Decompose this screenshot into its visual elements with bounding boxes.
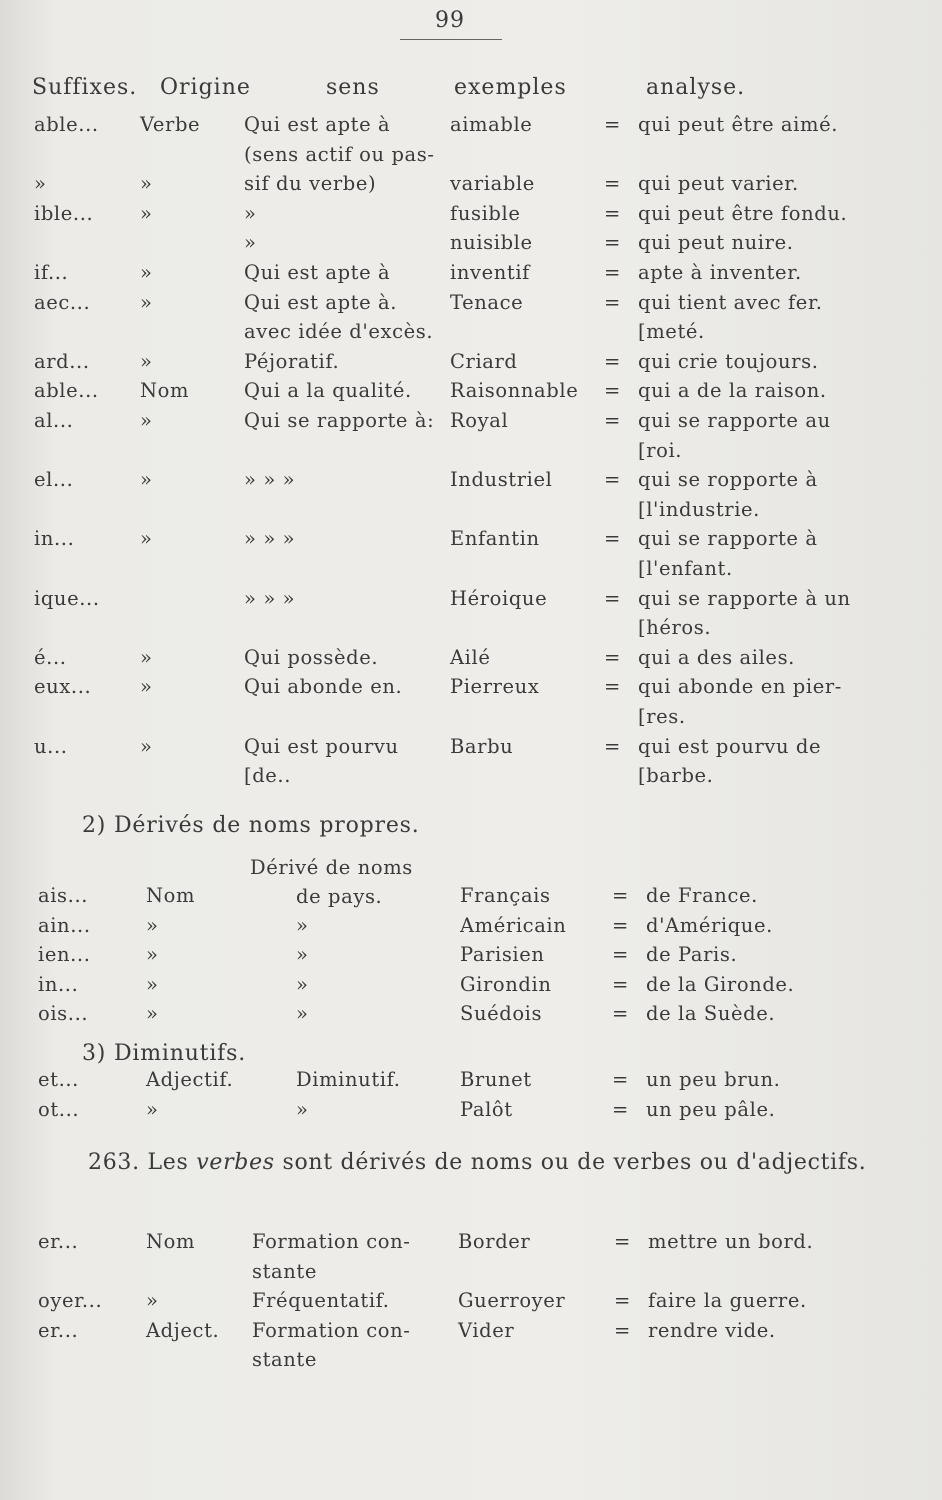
cell-equals: = [612, 1002, 629, 1026]
cell-meaning: Qui a la qualité. [244, 379, 412, 403]
table-row [0, 318, 942, 348]
header-examples: exemples [454, 75, 567, 100]
cell-suffix: et... [38, 1068, 79, 1091]
table-row [0, 762, 942, 792]
cell-equals: = [604, 675, 621, 699]
cell-meaning: » » » [244, 586, 296, 610]
cell-equals: = [612, 1068, 629, 1091]
cell-analysis: [l'industrie. [638, 497, 760, 521]
section-3-title: 3) Diminutifs. [82, 1041, 246, 1066]
cell-analysis: de Paris. [646, 943, 738, 967]
cell-meaning: stante [252, 1348, 318, 1372]
cell-origin: » [140, 468, 153, 492]
table-row [0, 1317, 942, 1347]
page-number: 99 [435, 8, 465, 33]
cell-equals: = [614, 1230, 631, 1253]
cell-analysis: qui se rapporte au [638, 409, 831, 432]
cell-suffix: able... [34, 379, 99, 403]
table-row [0, 1287, 942, 1317]
cell-analysis: [héros. [638, 616, 712, 640]
table-row [0, 644, 942, 674]
table-row [0, 141, 942, 171]
cell-suffix: ain... [38, 913, 91, 937]
cell-equals: = [604, 586, 621, 610]
cell-analysis: [l'enfant. [638, 557, 733, 580]
cell-equals: = [604, 527, 621, 551]
cell-example: Border [458, 1230, 531, 1253]
cell-analysis: [res. [638, 705, 686, 728]
cell-suffix: aec... [34, 290, 91, 314]
cell-suffix: in... [34, 527, 75, 551]
cell-equals: = [604, 201, 621, 225]
cell-example: Héroique [450, 586, 548, 610]
cell-example: Criard [450, 349, 518, 373]
paragraph-text-start: Les [147, 1150, 189, 1175]
cell-meaning: » [296, 1002, 309, 1026]
cell-origin: Nom [146, 884, 196, 907]
cell-equals: = [604, 349, 621, 373]
cell-origin: Nom [146, 1230, 196, 1253]
cell-meaning: » [296, 913, 309, 937]
cell-example: variable [450, 172, 535, 196]
table-row [0, 882, 942, 912]
table-row [0, 614, 942, 644]
cell-suffix: ible... [34, 201, 94, 225]
cell-origin: Adjectif. [146, 1068, 234, 1091]
cell-meaning: Formation con- [252, 1318, 411, 1342]
header-suffix: Suffixes. [32, 75, 138, 100]
table-row [0, 377, 942, 407]
cell-analysis: [meté. [638, 320, 705, 344]
cell-example: Girondin [460, 972, 552, 996]
cell-meaning: Fréquentatif. [252, 1289, 390, 1313]
cell-example: Ailé [450, 645, 491, 669]
cell-analysis: qui a des ailes. [638, 645, 795, 669]
paragraph-italic-word: verbes [196, 1150, 275, 1175]
cell-example: Français [460, 884, 551, 907]
cell-analysis: qui peut varier. [638, 172, 799, 196]
cell-equals: = [604, 379, 621, 403]
cell-meaning: Qui est apte à. [244, 290, 398, 314]
cell-origin: » [140, 527, 153, 551]
cell-meaning: » [244, 231, 257, 255]
table-row [0, 733, 942, 763]
cell-suffix: al... [34, 409, 74, 432]
table-row [0, 1258, 942, 1288]
cell-analysis: de la Suède. [646, 1002, 776, 1026]
cell-analysis: un peu brun. [646, 1068, 781, 1091]
cell-example: fusible [450, 201, 521, 225]
cell-suffix: if... [34, 261, 69, 284]
cell-origin: Nom [140, 379, 190, 403]
table-row [0, 1096, 942, 1126]
cell-meaning: Qui est pourvu [244, 734, 399, 758]
cell-analysis: d'Amérique. [646, 913, 773, 937]
cell-suffix: ique... [34, 586, 100, 610]
cell-equals: = [614, 1318, 631, 1342]
cell-meaning: Qui est apte à [244, 261, 391, 284]
cell-analysis: de France. [646, 884, 758, 907]
cell-meaning: Formation con- [252, 1230, 411, 1253]
paragraph-number: 263. [88, 1150, 140, 1175]
cell-equals: = [612, 1097, 629, 1121]
cell-analysis: rendre vide. [648, 1318, 776, 1342]
table-row [0, 289, 942, 319]
cell-origin: » [146, 972, 159, 996]
table-row [0, 259, 942, 289]
cell-example: Raisonnable [450, 379, 579, 403]
cell-analysis: [roi. [638, 438, 683, 462]
paragraph-263 [40, 1146, 880, 1180]
cell-meaning: Qui est apte à [244, 113, 391, 136]
cell-origin: » [140, 675, 153, 699]
table-row [0, 229, 942, 259]
cell-analysis: de la Gironde. [646, 972, 795, 996]
cell-meaning: » [296, 972, 309, 996]
cell-meaning: » [296, 943, 309, 967]
table-row [0, 348, 942, 378]
page-number-rule [400, 39, 502, 40]
cell-example: Suédois [460, 1002, 543, 1026]
cell-origin: » [146, 913, 159, 937]
cell-example: Tenace [450, 290, 524, 314]
cell-analysis: qui crie toujours. [638, 349, 819, 373]
cell-origin: » [140, 201, 153, 225]
cell-equals: = [612, 884, 629, 907]
cell-origin: » [140, 645, 153, 669]
cell-example: Américain [460, 913, 567, 937]
cell-example: Industriel [450, 468, 553, 492]
cell-suffix: ais... [38, 884, 89, 907]
table-row [0, 703, 942, 733]
table-row [0, 525, 942, 555]
cell-analysis: qui peut être fondu. [638, 201, 848, 225]
table-row [0, 170, 942, 200]
cell-analysis: qui se rapporte à [638, 527, 818, 551]
cell-suffix: ien... [38, 943, 91, 967]
cell-meaning: » » » [244, 527, 296, 551]
cell-equals: = [604, 231, 621, 255]
section-2-subheader-line2: de pays. [296, 885, 383, 908]
cell-analysis: qui tient avec fer. [638, 290, 823, 314]
cell-suffix: é... [34, 645, 67, 669]
cell-origin: » [146, 1002, 159, 1026]
cell-meaning: Qui possède. [244, 645, 379, 669]
cell-equals: = [604, 172, 621, 196]
cell-equals: = [604, 468, 621, 492]
cell-equals: = [604, 409, 621, 432]
cell-suffix: in... [38, 972, 79, 996]
cell-suffix: » [34, 172, 47, 196]
cell-meaning: sif du verbe) [244, 172, 377, 196]
cell-example: Royal [450, 409, 509, 432]
cell-equals: = [604, 734, 621, 758]
cell-equals: = [604, 261, 621, 284]
cell-meaning: avec idée d'excès. [244, 320, 434, 344]
cell-suffix: er... [38, 1230, 79, 1253]
table-row [0, 1228, 942, 1258]
cell-origin: » [140, 409, 153, 432]
cell-suffix: eux... [34, 675, 92, 699]
cell-analysis: qui abonde en pier- [638, 675, 842, 699]
cell-equals: = [612, 913, 629, 937]
section-2-subheader-line1: Dérivé de noms [250, 856, 413, 879]
cell-meaning: [de.. [244, 764, 292, 788]
header-origin: Origine [160, 75, 251, 100]
table-row [0, 496, 942, 526]
cell-origin: » [140, 172, 153, 196]
cell-equals: = [604, 113, 621, 136]
cell-suffix: oyer... [38, 1289, 103, 1313]
cell-origin: » [140, 261, 153, 284]
cell-example: Palôt [460, 1097, 513, 1121]
table-row [0, 1066, 942, 1096]
cell-meaning: Diminutif. [296, 1068, 401, 1091]
cell-analysis: qui peut nuire. [638, 231, 794, 255]
header-meaning: sens [326, 75, 380, 100]
table-row [0, 941, 942, 971]
cell-meaning: » » » [244, 468, 296, 492]
table-row [0, 971, 942, 1001]
cell-suffix: el... [34, 468, 74, 492]
cell-analysis: apte à inventer. [638, 261, 802, 284]
table-row [0, 437, 942, 467]
cell-origin: » [140, 290, 153, 314]
cell-suffix: u... [34, 734, 68, 758]
table-row [0, 1346, 942, 1376]
cell-suffix: ois... [38, 1002, 89, 1026]
cell-example: nuisible [450, 231, 533, 255]
cell-example: Guerroyer [458, 1289, 566, 1313]
cell-analysis: qui peut être aimé. [638, 113, 839, 136]
cell-suffix: ard... [34, 349, 90, 373]
cell-suffix: ot... [38, 1097, 80, 1121]
cell-meaning: Qui abonde en. [244, 675, 403, 699]
cell-meaning: Péjoratif. [244, 349, 340, 373]
table-row [0, 1000, 942, 1030]
cell-analysis: un peu pâle. [646, 1097, 776, 1121]
table-row [0, 673, 942, 703]
cell-analysis: qui se rapporte à un [638, 586, 851, 610]
cell-equals: = [614, 1289, 631, 1313]
cell-equals: = [604, 290, 621, 314]
cell-origin: » [146, 1289, 159, 1313]
table-header [0, 74, 942, 104]
cell-equals: = [604, 645, 621, 669]
cell-meaning: » [296, 1097, 309, 1121]
cell-meaning: stante [252, 1259, 318, 1283]
cell-analysis: faire la guerre. [648, 1289, 807, 1313]
cell-equals: = [612, 972, 629, 996]
table-row [0, 555, 942, 585]
cell-origin: » [140, 349, 153, 373]
cell-analysis: qui est pourvu de [638, 734, 822, 758]
cell-analysis: mettre un bord. [648, 1230, 814, 1253]
cell-meaning: (sens actif ou pas- [244, 142, 435, 166]
cell-example: inventif [450, 261, 531, 284]
cell-origin: Verbe [140, 113, 201, 136]
cell-origin: Adject. [146, 1318, 220, 1342]
cell-meaning: Qui se rapporte à: [244, 409, 435, 432]
cell-origin: » [146, 1097, 159, 1121]
cell-equals: = [612, 943, 629, 967]
cell-meaning: » [244, 201, 257, 225]
cell-example: Vider [458, 1318, 515, 1342]
table-row [0, 407, 942, 437]
cell-example: aimable [450, 113, 533, 136]
cell-analysis: [barbe. [638, 764, 714, 788]
cell-origin: » [146, 943, 159, 967]
cell-suffix: er... [38, 1318, 79, 1342]
cell-suffix: able... [34, 113, 99, 136]
paragraph-text-end: sont dérivés de noms ou de verbes ou d'adjectifs. [282, 1150, 867, 1175]
cell-analysis: qui se ropporte à [638, 468, 818, 492]
cell-example: Pierreux [450, 675, 540, 699]
table-row [0, 585, 942, 615]
table-row [0, 200, 942, 230]
cell-example: Brunet [460, 1068, 532, 1091]
table-row [0, 912, 942, 942]
table-row [0, 111, 942, 141]
cell-example: Parisien [460, 943, 545, 967]
cell-example: Enfantin [450, 527, 540, 551]
cell-origin: » [140, 734, 153, 758]
section-2-title: 2) Dérivés de noms propres. [82, 813, 420, 838]
table-row [0, 466, 942, 496]
cell-analysis: qui a de la raison. [638, 379, 827, 403]
cell-example: Barbu [450, 734, 514, 758]
header-analysis: analyse. [646, 75, 746, 100]
